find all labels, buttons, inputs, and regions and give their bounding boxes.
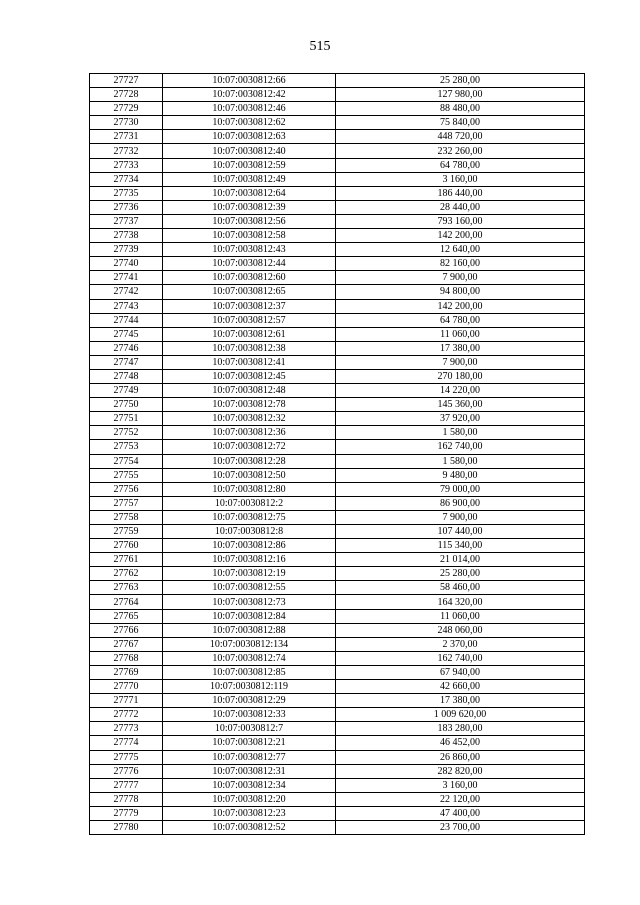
row-number-cell: 27754 xyxy=(90,454,163,468)
row-number-cell: 27735 xyxy=(90,186,163,200)
cadastral-number-cell: 10:07:0030812:86 xyxy=(163,539,336,553)
value-cell: 64 780,00 xyxy=(336,313,585,327)
value-cell: 26 860,00 xyxy=(336,750,585,764)
value-cell: 23 700,00 xyxy=(336,820,585,834)
value-cell: 79 000,00 xyxy=(336,482,585,496)
value-cell: 183 280,00 xyxy=(336,722,585,736)
cadastral-table xyxy=(89,73,585,835)
value-cell: 164 320,00 xyxy=(336,595,585,609)
cadastral-number-cell: 10:07:0030812:45 xyxy=(163,369,336,383)
table-row xyxy=(90,369,585,383)
table-row xyxy=(90,694,585,708)
table-row xyxy=(90,525,585,539)
value-cell: 3 160,00 xyxy=(336,778,585,792)
value-cell: 107 440,00 xyxy=(336,525,585,539)
cadastral-number-cell: 10:07:0030812:20 xyxy=(163,792,336,806)
value-cell: 12 640,00 xyxy=(336,243,585,257)
table-row xyxy=(90,412,585,426)
value-cell: 793 160,00 xyxy=(336,214,585,228)
value-cell: 270 180,00 xyxy=(336,369,585,383)
row-number-cell: 27739 xyxy=(90,243,163,257)
value-cell: 14 220,00 xyxy=(336,384,585,398)
value-cell: 2 370,00 xyxy=(336,637,585,651)
row-number-cell: 27746 xyxy=(90,341,163,355)
table-row xyxy=(90,792,585,806)
row-number-cell: 27748 xyxy=(90,369,163,383)
value-cell: 42 660,00 xyxy=(336,680,585,694)
cadastral-number-cell: 10:07:0030812:48 xyxy=(163,384,336,398)
row-number-cell: 27774 xyxy=(90,736,163,750)
row-number-cell: 27751 xyxy=(90,412,163,426)
row-number-cell: 27743 xyxy=(90,299,163,313)
cadastral-number-cell: 10:07:0030812:42 xyxy=(163,88,336,102)
row-number-cell: 27730 xyxy=(90,116,163,130)
cadastral-number-cell: 10:07:0030812:43 xyxy=(163,243,336,257)
cadastral-number-cell: 10:07:0030812:58 xyxy=(163,229,336,243)
value-cell: 11 060,00 xyxy=(336,609,585,623)
value-cell: 162 740,00 xyxy=(336,651,585,665)
table-row xyxy=(90,214,585,228)
cadastral-number-cell: 10:07:0030812:52 xyxy=(163,820,336,834)
value-cell: 37 920,00 xyxy=(336,412,585,426)
table-row xyxy=(90,482,585,496)
row-number-cell: 27762 xyxy=(90,567,163,581)
table-row xyxy=(90,708,585,722)
table-row xyxy=(90,299,585,313)
value-cell: 3 160,00 xyxy=(336,172,585,186)
table-row xyxy=(90,609,585,623)
value-cell: 17 380,00 xyxy=(336,341,585,355)
value-cell: 11 060,00 xyxy=(336,327,585,341)
cadastral-number-cell: 10:07:0030812:80 xyxy=(163,482,336,496)
table-row xyxy=(90,567,585,581)
cadastral-number-cell: 10:07:0030812:37 xyxy=(163,299,336,313)
table-row xyxy=(90,623,585,637)
table-row xyxy=(90,257,585,271)
cadastral-number-cell: 10:07:0030812:55 xyxy=(163,581,336,595)
row-number-cell: 27766 xyxy=(90,623,163,637)
table-row xyxy=(90,426,585,440)
cadastral-number-cell: 10:07:0030812:16 xyxy=(163,553,336,567)
value-cell: 7 900,00 xyxy=(336,355,585,369)
table-row xyxy=(90,172,585,186)
row-number-cell: 27753 xyxy=(90,440,163,454)
value-cell: 22 120,00 xyxy=(336,792,585,806)
cadastral-number-cell: 10:07:0030812:134 xyxy=(163,637,336,651)
table-row xyxy=(90,116,585,130)
cadastral-number-cell: 10:07:0030812:8 xyxy=(163,525,336,539)
table-row xyxy=(90,200,585,214)
cadastral-number-cell: 10:07:0030812:74 xyxy=(163,651,336,665)
value-cell: 28 440,00 xyxy=(336,200,585,214)
cadastral-number-cell: 10:07:0030812:32 xyxy=(163,412,336,426)
value-cell: 7 900,00 xyxy=(336,510,585,524)
cadastral-number-cell: 10:07:0030812:72 xyxy=(163,440,336,454)
row-number-cell: 27744 xyxy=(90,313,163,327)
row-number-cell: 27776 xyxy=(90,764,163,778)
cadastral-number-cell: 10:07:0030812:41 xyxy=(163,355,336,369)
row-number-cell: 27765 xyxy=(90,609,163,623)
cadastral-number-cell: 10:07:0030812:64 xyxy=(163,186,336,200)
cadastral-number-cell: 10:07:0030812:88 xyxy=(163,623,336,637)
value-cell: 47 400,00 xyxy=(336,806,585,820)
row-number-cell: 27769 xyxy=(90,665,163,679)
row-number-cell: 27775 xyxy=(90,750,163,764)
cadastral-number-cell: 10:07:0030812:77 xyxy=(163,750,336,764)
cadastral-number-cell: 10:07:0030812:63 xyxy=(163,130,336,144)
row-number-cell: 27770 xyxy=(90,680,163,694)
row-number-cell: 27727 xyxy=(90,74,163,88)
row-number-cell: 27758 xyxy=(90,510,163,524)
value-cell: 25 280,00 xyxy=(336,74,585,88)
table-row xyxy=(90,510,585,524)
row-number-cell: 27741 xyxy=(90,271,163,285)
row-number-cell: 27772 xyxy=(90,708,163,722)
row-number-cell: 27771 xyxy=(90,694,163,708)
value-cell: 75 840,00 xyxy=(336,116,585,130)
row-number-cell: 27757 xyxy=(90,496,163,510)
value-cell: 17 380,00 xyxy=(336,694,585,708)
value-cell: 142 200,00 xyxy=(336,229,585,243)
table-row xyxy=(90,186,585,200)
cadastral-number-cell: 10:07:0030812:50 xyxy=(163,468,336,482)
row-number-cell: 27768 xyxy=(90,651,163,665)
cadastral-number-cell: 10:07:0030812:85 xyxy=(163,665,336,679)
value-cell: 1 580,00 xyxy=(336,426,585,440)
table-row xyxy=(90,736,585,750)
cadastral-number-cell: 10:07:0030812:61 xyxy=(163,327,336,341)
row-number-cell: 27752 xyxy=(90,426,163,440)
value-cell: 9 480,00 xyxy=(336,468,585,482)
value-cell: 64 780,00 xyxy=(336,158,585,172)
table-row xyxy=(90,820,585,834)
cadastral-number-cell: 10:07:0030812:21 xyxy=(163,736,336,750)
cadastral-number-cell: 10:07:0030812:75 xyxy=(163,510,336,524)
row-number-cell: 27734 xyxy=(90,172,163,186)
table-row xyxy=(90,398,585,412)
cadastral-number-cell: 10:07:0030812:57 xyxy=(163,313,336,327)
value-cell: 162 740,00 xyxy=(336,440,585,454)
cadastral-number-cell: 10:07:0030812:62 xyxy=(163,116,336,130)
table-row xyxy=(90,102,585,116)
cadastral-number-cell: 10:07:0030812:78 xyxy=(163,398,336,412)
cadastral-number-cell: 10:07:0030812:40 xyxy=(163,144,336,158)
value-cell: 82 160,00 xyxy=(336,257,585,271)
cadastral-number-cell: 10:07:0030812:56 xyxy=(163,214,336,228)
value-cell: 21 014,00 xyxy=(336,553,585,567)
value-cell: 94 800,00 xyxy=(336,285,585,299)
row-number-cell: 27773 xyxy=(90,722,163,736)
cadastral-number-cell: 10:07:0030812:44 xyxy=(163,257,336,271)
row-number-cell: 27780 xyxy=(90,820,163,834)
table-row xyxy=(90,355,585,369)
table-row xyxy=(90,341,585,355)
row-number-cell: 27742 xyxy=(90,285,163,299)
table-row xyxy=(90,806,585,820)
table-row xyxy=(90,74,585,88)
table-row xyxy=(90,468,585,482)
row-number-cell: 27749 xyxy=(90,384,163,398)
table-row xyxy=(90,595,585,609)
row-number-cell: 27733 xyxy=(90,158,163,172)
value-cell: 58 460,00 xyxy=(336,581,585,595)
table-row xyxy=(90,539,585,553)
table-body xyxy=(90,74,585,835)
row-number-cell: 27759 xyxy=(90,525,163,539)
table-row xyxy=(90,130,585,144)
value-cell: 46 452,00 xyxy=(336,736,585,750)
cadastral-number-cell: 10:07:0030812:28 xyxy=(163,454,336,468)
cadastral-number-cell: 10:07:0030812:7 xyxy=(163,722,336,736)
cadastral-number-cell: 10:07:0030812:36 xyxy=(163,426,336,440)
cadastral-number-cell: 10:07:0030812:59 xyxy=(163,158,336,172)
table-row xyxy=(90,271,585,285)
cadastral-number-cell: 10:07:0030812:39 xyxy=(163,200,336,214)
row-number-cell: 27737 xyxy=(90,214,163,228)
value-cell: 115 340,00 xyxy=(336,539,585,553)
row-number-cell: 27729 xyxy=(90,102,163,116)
value-cell: 127 980,00 xyxy=(336,88,585,102)
value-cell: 282 820,00 xyxy=(336,764,585,778)
value-cell: 448 720,00 xyxy=(336,130,585,144)
row-number-cell: 27740 xyxy=(90,257,163,271)
value-cell: 86 900,00 xyxy=(336,496,585,510)
row-number-cell: 27728 xyxy=(90,88,163,102)
table-row xyxy=(90,750,585,764)
row-number-cell: 27763 xyxy=(90,581,163,595)
value-cell: 67 940,00 xyxy=(336,665,585,679)
row-number-cell: 27779 xyxy=(90,806,163,820)
row-number-cell: 27778 xyxy=(90,792,163,806)
table-row xyxy=(90,144,585,158)
cadastral-number-cell: 10:07:0030812:65 xyxy=(163,285,336,299)
cadastral-number-cell: 10:07:0030812:49 xyxy=(163,172,336,186)
cadastral-number-cell: 10:07:0030812:38 xyxy=(163,341,336,355)
value-cell: 186 440,00 xyxy=(336,186,585,200)
value-cell: 1 009 620,00 xyxy=(336,708,585,722)
table-row xyxy=(90,285,585,299)
table-row xyxy=(90,229,585,243)
cadastral-number-cell: 10:07:0030812:31 xyxy=(163,764,336,778)
row-number-cell: 27750 xyxy=(90,398,163,412)
table-row xyxy=(90,778,585,792)
table-row xyxy=(90,665,585,679)
table-row xyxy=(90,496,585,510)
row-number-cell: 27747 xyxy=(90,355,163,369)
cadastral-number-cell: 10:07:0030812:2 xyxy=(163,496,336,510)
row-number-cell: 27767 xyxy=(90,637,163,651)
value-cell: 25 280,00 xyxy=(336,567,585,581)
row-number-cell: 27756 xyxy=(90,482,163,496)
row-number-cell: 27736 xyxy=(90,200,163,214)
value-cell: 1 580,00 xyxy=(336,454,585,468)
cadastral-number-cell: 10:07:0030812:66 xyxy=(163,74,336,88)
table-row xyxy=(90,158,585,172)
table-row xyxy=(90,454,585,468)
table-row xyxy=(90,384,585,398)
value-cell: 145 360,00 xyxy=(336,398,585,412)
table-row xyxy=(90,243,585,257)
row-number-cell: 27760 xyxy=(90,539,163,553)
cadastral-number-cell: 10:07:0030812:119 xyxy=(163,680,336,694)
cadastral-number-cell: 10:07:0030812:33 xyxy=(163,708,336,722)
row-number-cell: 27731 xyxy=(90,130,163,144)
cadastral-number-cell: 10:07:0030812:60 xyxy=(163,271,336,285)
table-row xyxy=(90,88,585,102)
table-row xyxy=(90,764,585,778)
value-cell: 248 060,00 xyxy=(336,623,585,637)
page-number: 515 xyxy=(309,39,331,54)
cadastral-number-cell: 10:07:0030812:23 xyxy=(163,806,336,820)
table-row xyxy=(90,313,585,327)
row-number-cell: 27755 xyxy=(90,468,163,482)
row-number-cell: 27738 xyxy=(90,229,163,243)
row-number-cell: 27777 xyxy=(90,778,163,792)
cadastral-number-cell: 10:07:0030812:84 xyxy=(163,609,336,623)
table-row xyxy=(90,722,585,736)
table-row xyxy=(90,553,585,567)
cadastral-number-cell: 10:07:0030812:73 xyxy=(163,595,336,609)
table-row xyxy=(90,440,585,454)
row-number-cell: 27761 xyxy=(90,553,163,567)
value-cell: 142 200,00 xyxy=(336,299,585,313)
table-row xyxy=(90,680,585,694)
cadastral-number-cell: 10:07:0030812:34 xyxy=(163,778,336,792)
table-row xyxy=(90,327,585,341)
row-number-cell: 27732 xyxy=(90,144,163,158)
cadastral-number-cell: 10:07:0030812:29 xyxy=(163,694,336,708)
table-row xyxy=(90,637,585,651)
cadastral-number-cell: 10:07:0030812:19 xyxy=(163,567,336,581)
row-number-cell: 27745 xyxy=(90,327,163,341)
value-cell: 7 900,00 xyxy=(336,271,585,285)
value-cell: 88 480,00 xyxy=(336,102,585,116)
table-row xyxy=(90,651,585,665)
row-number-cell: 27764 xyxy=(90,595,163,609)
value-cell: 232 260,00 xyxy=(336,144,585,158)
table-row xyxy=(90,581,585,595)
cadastral-number-cell: 10:07:0030812:46 xyxy=(163,102,336,116)
